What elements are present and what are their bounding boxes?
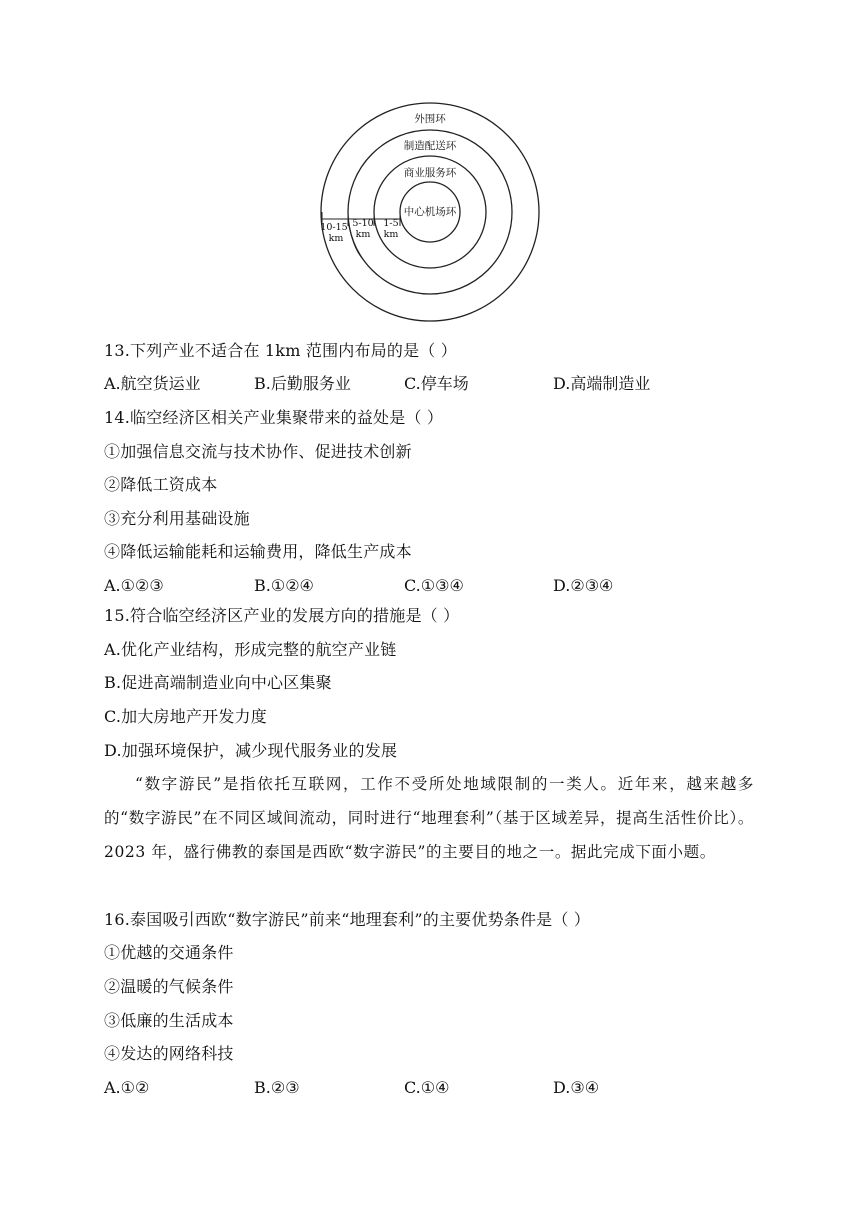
q13-option-d[interactable]: D.高端制造业 (553, 374, 651, 393)
q16-option-d[interactable]: D.③④ (553, 1078, 600, 1097)
dist-range-inner: 1-5 (383, 218, 399, 229)
q16-stem: 16.泰国吸引西欧“数字游民”前来“地理套利”的主要优势条件是（ ） (104, 910, 591, 929)
q16-option-b[interactable]: B.②③ (254, 1078, 300, 1097)
ring-label-commerce: 商业服务环 (403, 167, 457, 179)
q15-choice-a[interactable]: A.优化产业结构，形成完整的航空产业链 (104, 640, 397, 659)
q13-option-c[interactable]: C.停车场 (404, 374, 469, 393)
dist-unit-middle: km (355, 229, 371, 240)
q16-item-2: ②温暖的气候条件 (104, 977, 234, 996)
q14-option-c[interactable]: C.①③④ (404, 576, 464, 595)
dist-unit-outer: km (328, 233, 344, 244)
q14-stem: 14.临空经济区相关产业集聚带来的益处是（ ） (104, 408, 444, 427)
q14-option-a[interactable]: A.①②③ (104, 576, 164, 595)
q15-choice-d[interactable]: D.加强环境保护，减少现代服务业的发展 (104, 741, 398, 760)
q16-option-c[interactable]: C.①④ (404, 1078, 450, 1097)
q16-item-4: ④发达的网络科技 (104, 1044, 234, 1063)
digital-nomad-passage: “数字游民”是指依托互联网，工作不受所处地域限制的一类人。近年来，越来越多的“数字游民”在不同区域间流动，同时进行“地理套利”（基于区域差异，提高生活性价比）。2023 年，盛行佛教的泰国是西欧“数字游民”的主要目的地之一。据此完成下面小题。 (104, 775, 754, 861)
q13-stem: 13.下列产业不适合在 1km 范围内布局的是（ ） (104, 341, 457, 360)
q14-item-4: ④降低运输能耗和运输费用，降低生产成本 (104, 542, 412, 561)
q14-option-b[interactable]: B.①②④ (254, 576, 314, 595)
dist-unit-inner: km (383, 229, 399, 240)
q14-option-d[interactable]: D.②③④ (553, 576, 614, 595)
q13-option-b[interactable]: B.后勤服务业 (254, 374, 351, 393)
q14-item-3: ③充分利用基础设施 (104, 509, 250, 528)
q15-choice-c[interactable]: C.加大房地产开发力度 (104, 707, 267, 726)
q15-choice-b[interactable]: B.促进高端制造业向中心区集聚 (104, 673, 332, 692)
q15-stem: 15.符合临空经济区产业的发展方向的措施是（ ） (104, 606, 460, 625)
q14-item-1: ①加强信息交流与技术协作、促进技术创新 (104, 442, 412, 461)
dist-range-middle: 5-10 (352, 218, 374, 229)
q16-item-1: ①优越的交通条件 (104, 943, 234, 962)
airport-economy-ring-diagram (300, 96, 560, 328)
q16-option-a[interactable]: A.①② (104, 1078, 150, 1097)
ring-label-outer: 外围环 (414, 113, 446, 125)
q16-item-3: ③低廉的生活成本 (104, 1011, 234, 1030)
dist-range-outer: 10-15 (320, 222, 348, 233)
q13-option-a[interactable]: A.航空货运业 (104, 374, 201, 393)
ring-label-airport: 中心机场环 (403, 206, 457, 218)
ring-label-manufacturing: 制造配送环 (403, 140, 457, 152)
q14-item-2: ②降低工资成本 (104, 475, 218, 494)
